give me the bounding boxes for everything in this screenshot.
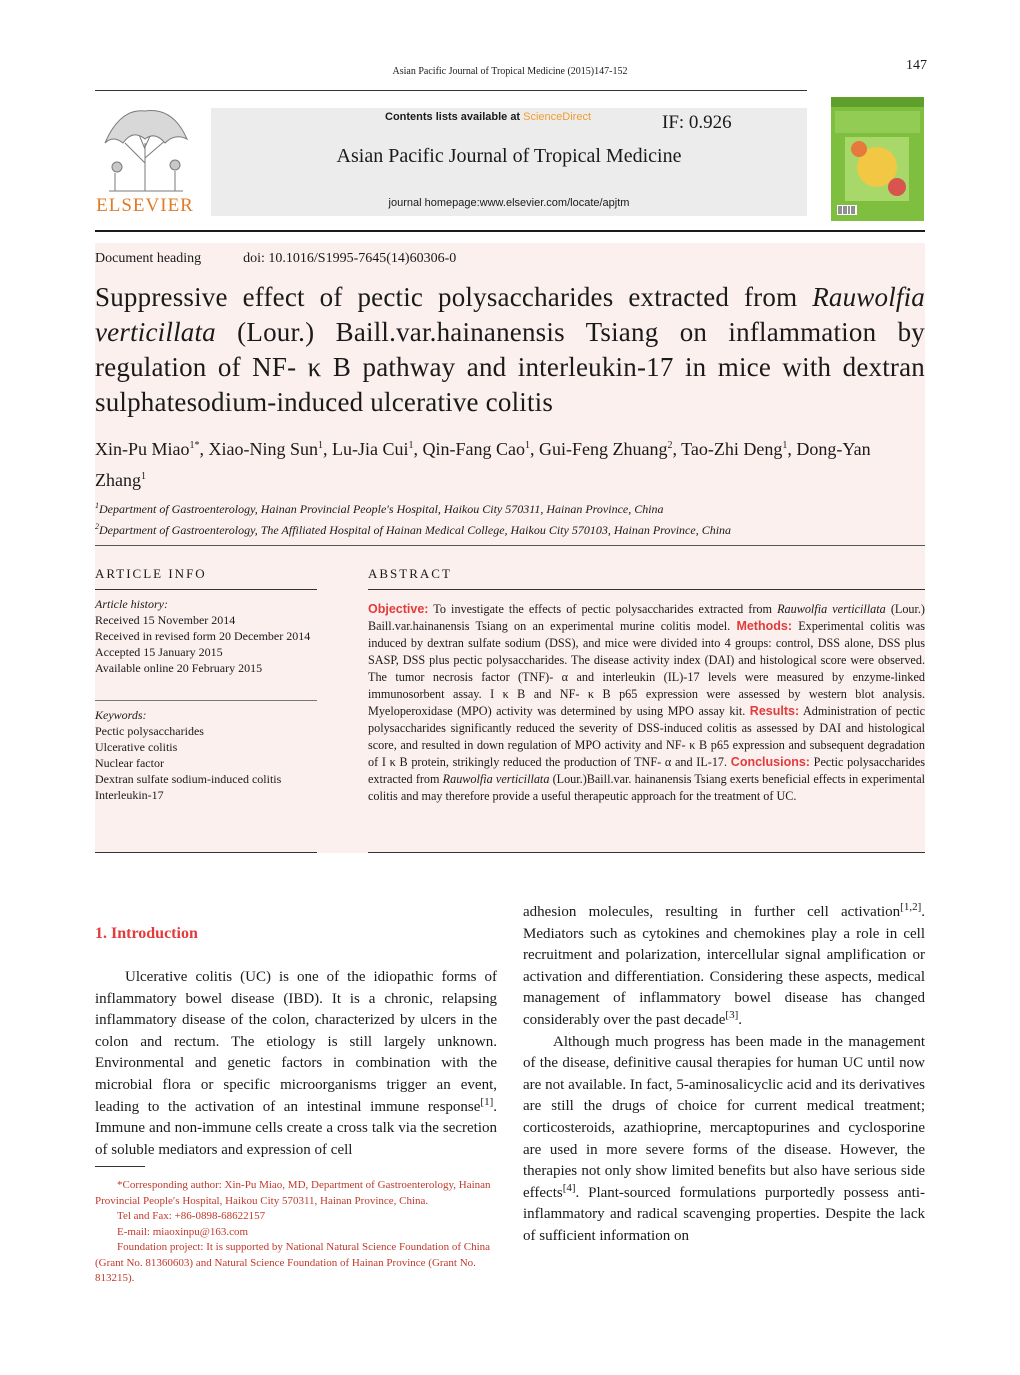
- abstract-heading: ABSTRACT: [368, 566, 452, 581]
- journal-homepage[interactable]: journal homepage:www.elsevier.com/locate/apjtm: [388, 197, 630, 209]
- objective-label: Objective:: [368, 602, 429, 616]
- sciencedirect-link[interactable]: ScienceDirect: [523, 111, 592, 123]
- journal-title: Asian Pacific Journal of Tropical Medicine: [336, 145, 682, 167]
- body-column-left: [95, 967, 497, 1161]
- paragraph: [95, 967, 497, 1161]
- paragraph-text: Ulcerative colitis (UC) is one of the idiopathic forms of inflammatory bowel disease (IBD). It is a chronic, relapsing inflammatory disease of the colon, characterized by ulcers in the colon and rectum. The etiology is still largely unknown. Environmental and genetic factors in combination with the microbial flora or specific microorganisms trigger an event, leading to the activation of an intestinal immune response: [95, 969, 497, 1115]
- affiliation-sup: 1: [95, 501, 99, 510]
- article-info-rule: [95, 589, 317, 590]
- abstract-text: (Lour.) Baill.var.hainanensis Tsiang on an experimental murine colitis model.: [368, 602, 925, 633]
- keyword: Ulcerative colitis: [95, 740, 178, 754]
- affiliation-text: Department of Gastroenterology, Hainan Provincial People′s Hospital, Haikou City 570311, Hainan Province, China: [99, 502, 664, 516]
- citation[interactable]: [1]: [480, 1095, 494, 1108]
- keyword: Nuclear factor: [95, 756, 164, 770]
- abstract-text: To investigate the effects of pectic polysaccharides extracted from: [428, 602, 778, 616]
- abstract-body: [368, 601, 925, 805]
- history-label: Article history:: [95, 597, 168, 611]
- article-title: [95, 280, 925, 420]
- author: Gui-Feng Zhuang: [539, 439, 668, 459]
- author: Qin-Fang Cao: [422, 439, 525, 459]
- section-heading: 1. Introduction: [95, 925, 198, 942]
- document-heading: Document heading: [95, 251, 202, 266]
- masthead-rule: [95, 230, 925, 232]
- contents-line: [385, 111, 591, 123]
- keywords: [95, 707, 320, 803]
- affiliation: [95, 518, 925, 539]
- email-note[interactable]: E-mail: miaoxinpu@163.com: [117, 1225, 249, 1238]
- results-label: Results:: [749, 704, 800, 718]
- author-sup: 1*: [189, 440, 200, 451]
- author-sup: 2: [667, 440, 673, 451]
- abstract-text: (Lour.)Baill.var. hainanensis Tsiang exerts beneficial effects in experimental colitis and may therefore provide a useful therapeutic approach for the treatment of UC.: [368, 772, 925, 803]
- affiliations: [95, 497, 925, 539]
- keywords-rule: [95, 700, 317, 701]
- title-part: (Lour.) Baill.var.hainanensis Tsiang on inflammation by regulation of NF- κ B pathway and interleukin-17 in mice with dextran sulphatesodium-induced ulcerative colitis: [95, 317, 925, 417]
- paragraph-text: Although much progress has been made in the management of the disease, definitive causal therapies for human UC until now are not available. In fact, 5-aminosalicyclic acid and its derivatives are still the drugs of choice for current medical treatment; corticosteroids, azathioprine, mercaptopurines and cyclosporine are used in more severe forms of the disease. However, the therapies not only show limited benefits but also have serious side effects: [523, 1033, 925, 1201]
- methods-label: Methods:: [736, 619, 792, 633]
- affiliation-text: Department of Gastroenterology, The Affiliated Hospital of Hainan Medical College, Haikou City 570103, Hainan Province, China: [99, 523, 732, 537]
- author-list: Xin-Pu Miao$^{1*}$, Xiao-Ning Sun$^1$, Lu-Jia Cui$^1$, Qin-Fang Cao$^1$, Gui-Feng Zhuang$^2$, Tao-Zhi Deng$^1$, Dong-Yan Zhang$^1$: [95, 439, 871, 490]
- body-column-right: [523, 902, 925, 1248]
- paragraph: [523, 1032, 925, 1248]
- history-item: Received 15 November 2014: [95, 613, 236, 627]
- history-item: Received in revised form 20 December 2014: [95, 629, 311, 643]
- title-part: Suppressive effect of pectic polysaccharides extracted from: [95, 282, 813, 312]
- footnote-rule: [95, 1166, 145, 1167]
- author-sup: 1: [782, 440, 788, 451]
- history-item: Available online 20 February 2015: [95, 661, 263, 675]
- article-info-end-rule: [95, 852, 317, 853]
- author-sup: 1: [318, 440, 323, 451]
- journal-cover-image: [831, 97, 924, 221]
- document-heading-row: [95, 251, 456, 267]
- author: Lu-Jia Cui: [332, 439, 409, 459]
- affiliation-rule: [95, 545, 925, 546]
- paragraph-text: . Immune and non-immune cells create a cross talk via the secretion of soluble mediators and expression of cell: [95, 1098, 497, 1158]
- author-sup: 1: [140, 471, 146, 482]
- corresponding-author-note: *Corresponding author: Xin-Pu Miao, MD, Department of Gastroenterology, Hainan Provincial People′s Hospital, Haikou City 570311, Hainan Province, China.: [95, 1179, 491, 1207]
- impact-factor: IF: 0.926: [662, 112, 732, 133]
- keyword: Pectic polysaccharides: [95, 724, 204, 738]
- abstract-end-rule: [368, 852, 925, 853]
- paragraph-text: adhesion molecules, resulting in further cell activation: [523, 904, 901, 920]
- publisher-name: ELSEVIER: [96, 195, 194, 216]
- conclusions-label: Conclusions:: [730, 755, 810, 769]
- tree-icon: [95, 103, 195, 193]
- keywords-label: Keywords:: [95, 708, 147, 722]
- author-sup: 1: [408, 440, 414, 451]
- paragraph: [523, 902, 925, 1032]
- affiliation: [95, 497, 925, 518]
- citation[interactable]: [4]: [562, 1181, 576, 1194]
- tel-note: Tel and Fax: +86-0898-68622157: [117, 1210, 266, 1222]
- doi[interactable]: doi: 10.1016/S1995-7645(14)60306-0: [243, 251, 457, 266]
- abstract-rule: [368, 589, 925, 590]
- paragraph-text: . Mediators such as cytokines and chemokines play a role in cell recruitment and polarization, intercellular signal amplification or activation and differentiation. Considering these aspects, medical management of inflammatory bowel disease has changed considerably over the past decade: [523, 904, 925, 1028]
- species-name: Rauwolfia verticillata: [442, 772, 550, 786]
- article-info-heading: ARTICLE INFO: [95, 566, 207, 581]
- article-history: [95, 596, 320, 676]
- header-rule: [95, 90, 807, 91]
- title-species: Rauwolfia verticillata: [95, 282, 925, 347]
- keyword: Dextran sulfate sodium-induced colitis: [95, 772, 282, 786]
- author: Dong-Yan Zhang: [95, 439, 871, 490]
- affiliation-sup: 2: [95, 522, 99, 531]
- funding-note: Foundation project: It is supported by National Natural Science Foundation of China (Grant No. 81360603) and Natural Science Foundation of Hainan Province (Grant No. 813215).: [95, 1241, 491, 1284]
- contents-prefix: Contents lists available at: [385, 111, 524, 123]
- abstract-text: Pectic polysaccharides extracted from: [368, 755, 926, 786]
- history-item: Accepted 15 January 2015: [95, 645, 223, 659]
- page-number: 147: [906, 58, 927, 73]
- paragraph-text: . Plant-sourced formulations purportedly possess anti-inflammatory and radical scavenging properties. Despite the lack of sufficient information on: [523, 1184, 925, 1244]
- author: Xin-Pu Miao: [95, 439, 190, 459]
- species-name: Rauwolfia verticillata: [777, 602, 886, 616]
- running-header: Asian Pacific Journal of Tropical Medicine (2015)147-152: [392, 66, 628, 77]
- keyword: Interleukin-17: [95, 788, 164, 802]
- citation[interactable]: [3]: [725, 1008, 739, 1021]
- abstract-text: Administration of pectic polysaccharides significantly reduced the severity of DSS-induced colitis as assessed by DAI and histological score, and resulted in down regulation of MPO activity and NF- κ B p65 expression and subsequent degradation of I κ B protein, strikingly reduced the production of TNF- α and IL-17.: [368, 704, 925, 769]
- citation[interactable]: [1,2]: [900, 901, 922, 913]
- abstract-text: Experimental colitis was induced by dextran sulfate sodium (DSS), and mice were divided into 4 groups: control, DSS alone, DSS plus SASP, DSS plus pectic polysaccharides. The disease activity index (DAI) and histological score were observed. The tumor necrosis factor (TNF)- α and interleukin (IL)-17 levels were measured by enzyme-linked immunosorbent assay. I κ B and NF- κ B p65 expression were assessed by western blot analysis. Myeloperoxidase (MPO) activity was determined by using MPO assay kit.: [368, 619, 926, 718]
- author: Tao-Zhi Deng: [681, 439, 783, 459]
- footnotes: [95, 1178, 497, 1287]
- author-sup: 1: [525, 440, 530, 451]
- paragraph-text: .: [738, 1011, 742, 1028]
- author: Xiao-Ning Sun: [208, 439, 318, 459]
